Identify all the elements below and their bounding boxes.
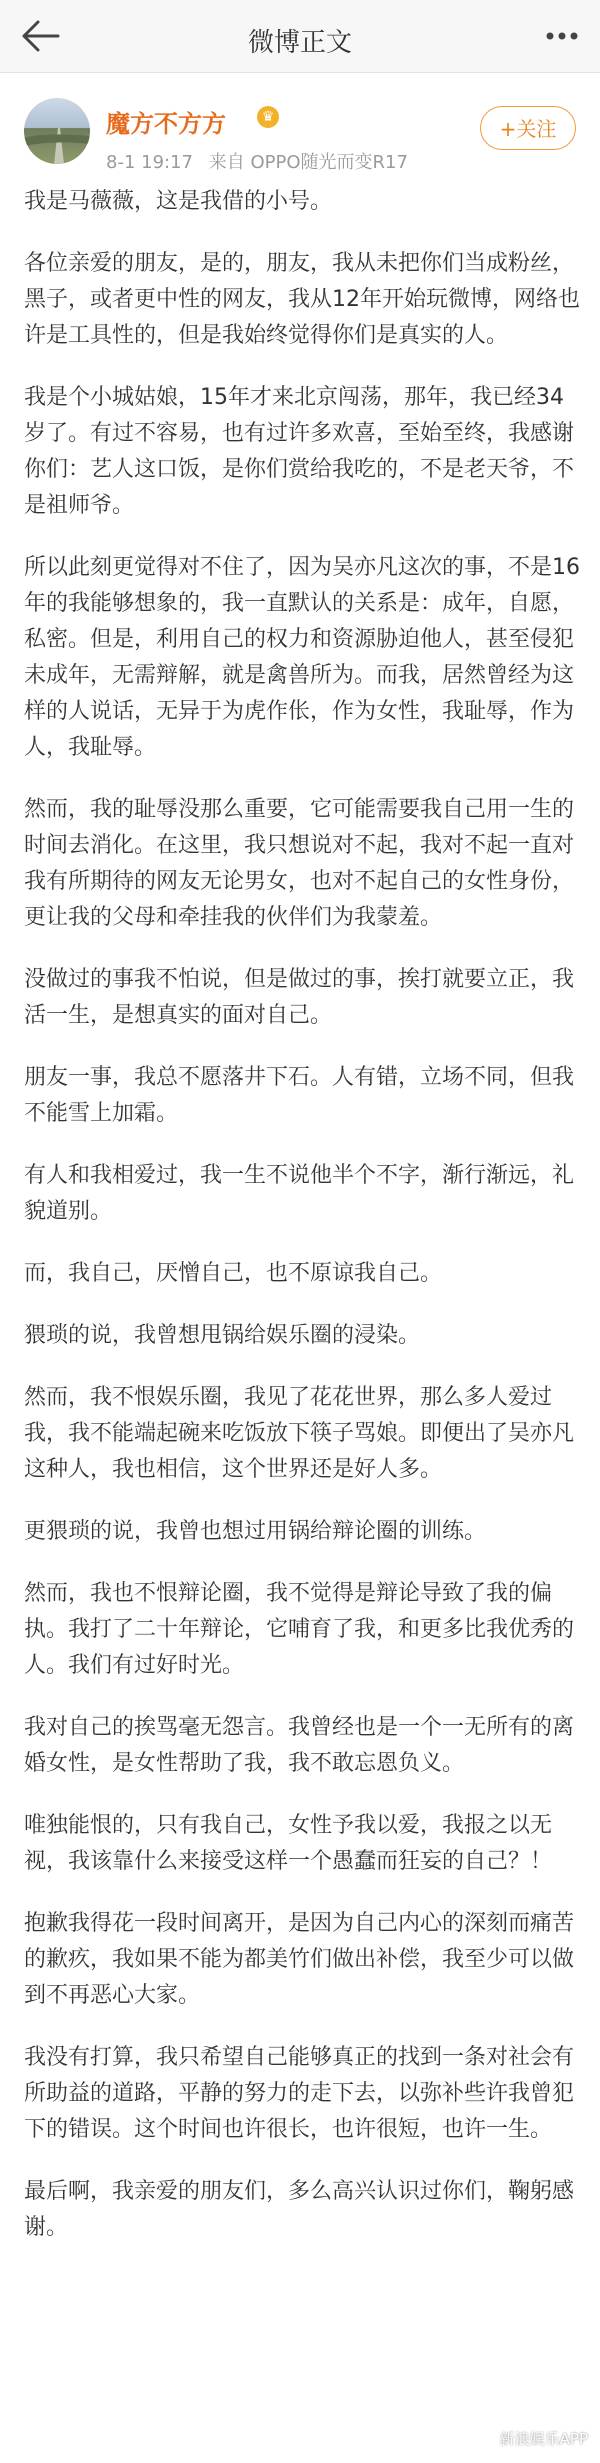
paragraph: 没做过的事我不怕说，但是做过的事，挨打就要立正，我活一生，是想真实的面对自己。 (24, 967, 575, 1028)
avatar[interactable] (24, 98, 90, 164)
post-header (0, 72, 600, 184)
paragraph: 我是个小城姑娘，15年才来北京闯荡，那年，我已经34岁了。有过不容易，也有过许多欢喜，至始至终，我感谢你们：艺人这口饭，是你们赏给我吃的，不是老天爷，不是祖师爷。 (24, 385, 575, 518)
paragraph: 我对自己的挨骂毫无怨言。我曾经也是一个一无所有的离婚女性，是女性帮助了我，我不敢忘恩负义。 (24, 1715, 575, 1776)
paragraph: 我是马薇薇，这是我借的小号。 (24, 189, 333, 214)
paragraph: 猥琐的说，我曾想甩锅给娱乐圈的浸染。 (24, 1323, 421, 1348)
follow-button[interactable]: +关注 (480, 106, 576, 150)
post-meta (106, 148, 418, 174)
paragraph: 有人和我相爱过，我一生不说他半个不字，渐行渐远，礼貌道别。 (24, 1163, 575, 1224)
paragraph: 朋友一事，我总不愿落井下石。人有错，立场不同，但我不能雪上加霜。 (24, 1065, 575, 1126)
paragraph: 唯独能恨的，只有我自己，女性予我以爱，我报之以无视，我该靠什么来接受这样一个愚蠢而狂妄的自己？！ (24, 1813, 553, 1874)
post-body (24, 184, 580, 2272)
paragraph: 然而，我不恨娱乐圈，我见了花花世界，那么多人爱过我，我不能端起碗来吃饭放下筷子骂娘。即便出了吴亦凡这种人，我也相信，这个世界还是好人多。 (24, 1385, 575, 1482)
paragraph: 各位亲爱的朋友，是的，朋友，我从未把你们当成粉丝，黑子，或者更中性的网友，我从12年开始玩微博，网络也许是工具性的，但是我始终觉得你们是真实的人。 (24, 251, 580, 348)
vip-crown-icon: ♛ (257, 106, 279, 128)
paragraph: 我没有打算，我只希望自己能够真正的找到一条对社会有所助益的道路，平静的努力的走下去，以弥补些许我曾犯下的错误。这个时间也许很长，也许很短，也许一生。 (24, 2045, 575, 2142)
paragraph: 而，我自己，厌憎自己，也不原谅我自己。 (24, 1261, 443, 1286)
more-options-icon[interactable] (542, 20, 582, 52)
page-title: 微博正文 (247, 28, 352, 58)
author-name[interactable]: 魔方不方方 (106, 110, 226, 138)
post-date: 8-1 19:17 (106, 152, 193, 173)
paragraph: 所以此刻更觉得对不住了，因为吴亦凡这次的事，不是16年的我能够想象的，我一直默认的关系是：成年，自愿，私密。但是，利用自己的权力和资源胁迫他人，甚至侵犯未成年，无需辩解，就是禽兽所为。而我，居然曾经为这样的人说话，无异于为虎作伥，作为女性，我耻辱，作为人，我耻辱。 (24, 555, 580, 760)
paragraph: 然而，我也不恨辩论圈，我不觉得是辩论导致了我的偏执。我打了二十年辩论，它哺育了我，和更多比我优秀的人。我们有过好时光。 (24, 1581, 575, 1678)
paragraph: 更猥琐的说，我曾也想过用锅给辩论圈的训练。 (24, 1519, 487, 1544)
paragraph: 抱歉我得花一段时间离开，是因为自己内心的深刻而痛苦的歉疚，我如果不能为都美竹们做出补偿，我至少可以做到不再恶心大家。 (24, 1911, 575, 2008)
paragraph: 然而，我的耻辱没那么重要，它可能需要我自己用一生的时间去消化。在这里，我只想说对不起，我对不起一直对我有所期待的网友无论男女，也对不起自己的女性身份，更让我的父母和牵挂我的伙伴们为我蒙羞。 (24, 797, 575, 930)
watermark-text: 新浪娱乐APP (499, 2430, 588, 2448)
top-nav-bar (0, 0, 600, 73)
paragraph: 最后啊，我亲爱的朋友们，多么高兴认识过你们，鞠躬感谢。 (24, 2179, 575, 2240)
post-source: 来自 OPPO随光而变R17 (208, 152, 408, 173)
